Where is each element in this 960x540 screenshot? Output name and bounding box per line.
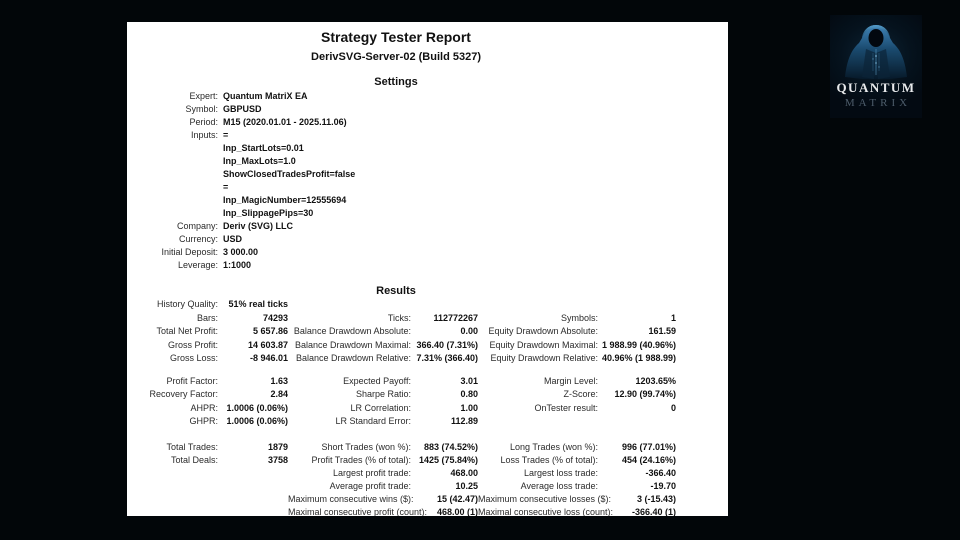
- settings-value: Inp_MagicNumber=12555694: [223, 195, 347, 205]
- result-row: [127, 325, 728, 339]
- result-label: [478, 415, 598, 429]
- settings-label: [127, 207, 218, 220]
- result-value: [598, 298, 676, 312]
- result-value: [218, 493, 288, 506]
- result-value: [598, 415, 676, 429]
- result-value: 3.01: [460, 375, 478, 386]
- result-value: 1.0006 (0.06%): [226, 416, 288, 426]
- result-value: [218, 480, 288, 493]
- strategy-tester-report: [127, 22, 728, 516]
- result-label: Bars:: [196, 312, 218, 323]
- result-value: 0: [670, 402, 676, 413]
- result-label: LR Correlation:: [350, 402, 411, 413]
- result-label: Z-Score:: [563, 389, 598, 399]
- settings-value: =: [223, 182, 229, 192]
- result-row: [127, 375, 728, 389]
- result-label: Maximum consecutive wins ($):: [288, 493, 414, 504]
- logo-text-matrix: MATRIX: [844, 97, 912, 109]
- settings-label: Inputs:: [190, 130, 218, 140]
- settings-label: Period:: [189, 117, 218, 127]
- result-label: [127, 480, 218, 493]
- settings-row: [127, 207, 728, 220]
- settings-row: [127, 181, 728, 194]
- result-value: 883 (74.52%): [423, 441, 478, 452]
- settings-row: [127, 194, 728, 207]
- settings-value: 1:1000: [223, 260, 252, 270]
- results-tables: [127, 298, 728, 516]
- result-value: 161.59: [648, 326, 676, 336]
- result-value: 2.84: [270, 389, 288, 399]
- settings-value: GBPUSD: [223, 104, 262, 114]
- settings-label: [127, 181, 218, 194]
- settings-row: [127, 103, 728, 116]
- result-value: 454 (24.16%): [621, 454, 676, 465]
- settings-value: Inp_StartLots=0.01: [223, 143, 304, 153]
- settings-row: [127, 233, 728, 246]
- result-label: Largest profit trade:: [332, 467, 411, 478]
- result-row: [127, 454, 728, 467]
- result-label: Margin Level:: [543, 375, 598, 386]
- settings-value: Quantum MatriX EA: [223, 91, 308, 101]
- result-label: [127, 493, 218, 506]
- result-value: 12.90 (99.74%): [614, 389, 676, 399]
- settings-value: M15 (2020.01.01 - 2025.11.06): [223, 117, 347, 127]
- result-label: Equity Drawdown Maximal:: [489, 339, 598, 350]
- results-block: [127, 375, 728, 429]
- result-value: 468.00 (1): [436, 506, 478, 516]
- result-row: [127, 312, 728, 326]
- result-label: Equity Drawdown Absolute:: [488, 326, 598, 336]
- result-value: 10.25: [455, 480, 478, 491]
- settings-value: Inp_MaxLots=1.0: [223, 156, 296, 166]
- result-label: History Quality:: [156, 299, 218, 309]
- settings-row: [127, 129, 728, 142]
- result-value: -19.70: [650, 480, 676, 491]
- result-label: Maximal consecutive loss (count):: [478, 506, 614, 516]
- result-label: Maximum consecutive losses ($):: [478, 493, 612, 504]
- result-label: [478, 298, 598, 312]
- result-label: Balance Drawdown Maximal:: [294, 339, 411, 350]
- settings-label: Expert:: [189, 91, 218, 101]
- settings-row: [127, 168, 728, 181]
- settings-value: =: [223, 130, 229, 140]
- result-value: 112772267: [433, 312, 478, 323]
- result-value: 5 657.86: [252, 326, 288, 336]
- settings-row: [127, 246, 728, 259]
- result-value: 1 988.99 (40.96%): [601, 339, 676, 350]
- results-heading: Results: [376, 285, 416, 297]
- result-value: 3758: [267, 454, 288, 465]
- quantum-matrix-logo: [830, 15, 922, 118]
- hooded-figure-icon: [830, 23, 922, 79]
- settings-table: [127, 90, 728, 272]
- result-label: Total Net Profit:: [156, 326, 218, 336]
- settings-row: [127, 142, 728, 155]
- result-row: [127, 467, 728, 480]
- result-label: Average loss trade:: [520, 480, 598, 491]
- result-label: Maximal consecutive profit (count):: [288, 506, 428, 516]
- result-label: Profit Factor:: [166, 375, 218, 386]
- result-row: [127, 506, 728, 517]
- settings-label: Initial Deposit:: [161, 247, 218, 257]
- result-value: 366.40 (7.31%): [416, 339, 478, 350]
- result-label: [127, 467, 218, 480]
- result-label: Ticks:: [387, 312, 411, 323]
- result-value: 112.89: [450, 416, 478, 426]
- result-value: 1: [670, 312, 676, 323]
- result-value: 1425 (75.84%): [418, 454, 478, 465]
- result-value: 14 603.87: [247, 339, 288, 350]
- result-label: Expected Payoff:: [343, 375, 411, 386]
- result-value: 1879: [267, 441, 288, 452]
- result-row: [127, 480, 728, 493]
- settings-label: Leverage:: [177, 260, 218, 270]
- settings-heading: Settings: [374, 76, 418, 88]
- results-block: [127, 441, 728, 517]
- result-value: 51% real ticks: [228, 299, 288, 309]
- result-value: [411, 298, 478, 312]
- result-label: Recovery Factor:: [149, 389, 218, 399]
- result-label: Symbols:: [560, 312, 598, 323]
- result-value: [218, 467, 288, 480]
- report-server-build: DerivSVG-Server-02 (Build 5327): [311, 51, 481, 63]
- result-value: 1.00: [460, 402, 478, 413]
- result-label: Sharpe Ratio:: [355, 389, 411, 399]
- result-value: 1203.65%: [635, 375, 676, 386]
- result-row: [127, 402, 728, 416]
- result-row: [127, 298, 728, 312]
- result-value: 15 (42.47): [436, 493, 478, 504]
- settings-value: USD: [223, 234, 243, 244]
- result-label: Short Trades (won %):: [321, 441, 411, 452]
- result-value: 0.00: [460, 326, 478, 336]
- result-value: [218, 506, 288, 517]
- settings-label: [127, 194, 218, 207]
- result-label: Profit Trades (% of total):: [311, 454, 411, 465]
- settings-label: [127, 168, 218, 181]
- settings-row: [127, 220, 728, 233]
- settings-row: [127, 259, 728, 272]
- result-value: -366.40 (1): [631, 506, 676, 516]
- result-label: Largest loss trade:: [523, 467, 598, 478]
- result-value: 1.0006 (0.06%): [226, 402, 288, 413]
- settings-row: [127, 90, 728, 103]
- report-header: [127, 29, 665, 88]
- result-value: -8 946.01: [249, 353, 288, 363]
- result-value: 7.31% (366.40): [416, 353, 478, 363]
- result-row: [127, 493, 728, 506]
- result-label: Gross Profit:: [167, 339, 218, 350]
- settings-label: [127, 142, 218, 155]
- settings-label: Currency:: [178, 234, 218, 244]
- result-label: Long Trades (won %):: [509, 441, 598, 452]
- result-label: OnTester result:: [534, 402, 598, 413]
- result-label: [288, 298, 411, 312]
- result-row: [127, 415, 728, 429]
- result-label: Balance Drawdown Relative:: [295, 353, 411, 363]
- settings-value: Deriv (SVG) LLC: [223, 221, 294, 231]
- result-row: [127, 339, 728, 353]
- result-value: -366.40: [645, 467, 676, 478]
- result-label: Loss Trades (% of total):: [500, 454, 598, 465]
- settings-label: Symbol:: [185, 104, 218, 114]
- settings-row: [127, 155, 728, 168]
- result-label: Balance Drawdown Absolute:: [293, 326, 411, 336]
- result-value: 468.00: [450, 467, 478, 478]
- result-value: 3 (-15.43): [636, 493, 676, 504]
- result-row: [127, 441, 728, 454]
- result-label: GHPR:: [189, 416, 218, 426]
- result-value: 0.80: [460, 389, 478, 399]
- results-block: [127, 298, 728, 366]
- result-label: Total Trades:: [166, 441, 218, 452]
- result-label: Average profit trade:: [329, 480, 411, 491]
- result-value: 74293: [262, 312, 288, 323]
- result-label: Gross Loss:: [169, 353, 218, 363]
- settings-row: [127, 116, 728, 129]
- result-value: 996 (77.01%): [621, 441, 676, 452]
- settings-label: [127, 155, 218, 168]
- logo-text-quantum: QUANTUM: [836, 80, 916, 95]
- report-title: Strategy Tester Report: [321, 29, 471, 45]
- settings-value: 3 000.00: [223, 247, 259, 257]
- settings-value: Inp_SlippagePips=30: [223, 208, 314, 218]
- result-label: AHPR:: [190, 402, 218, 413]
- settings-label: Company:: [176, 221, 218, 231]
- settings-value: ShowClosedTradesProfit=false: [223, 169, 356, 179]
- result-value: 1.63: [270, 375, 288, 386]
- result-value: 40.96% (1 988.99): [601, 353, 676, 363]
- result-label: LR Standard Error:: [335, 416, 411, 426]
- result-row: [127, 388, 728, 402]
- result-label: [127, 506, 218, 517]
- result-row: [127, 352, 728, 366]
- result-label: Equity Drawdown Relative:: [490, 353, 598, 363]
- result-label: Total Deals:: [170, 454, 218, 465]
